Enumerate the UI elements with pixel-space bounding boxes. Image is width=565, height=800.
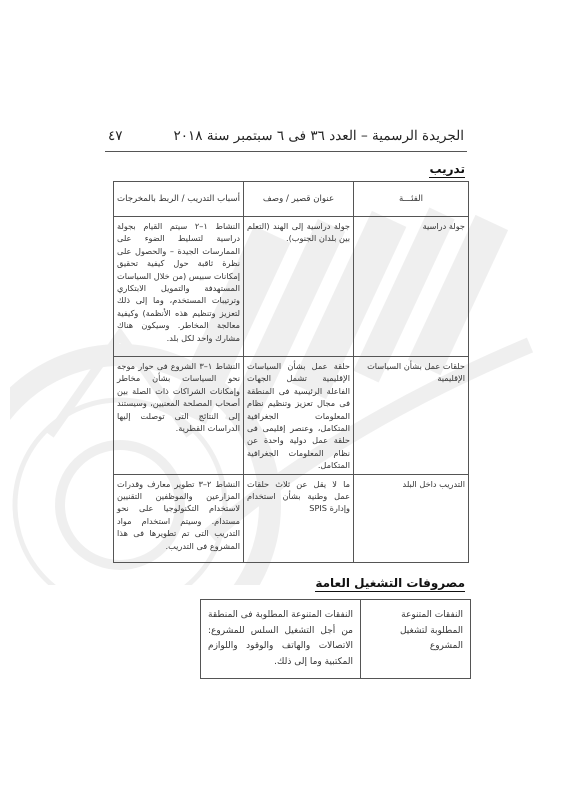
table-header-row	[114, 182, 469, 217]
table-row	[114, 357, 469, 475]
operating-expenses-table	[200, 599, 471, 679]
training-section-title: تدريب	[429, 162, 465, 176]
table-row	[201, 600, 471, 679]
row-category: جولة دراسية	[354, 217, 469, 357]
table-row	[114, 474, 469, 562]
header-rule	[105, 151, 467, 152]
row-reason: النشاط ١–٣ الشروع فى حوار موجه نحو السياسات بشأن مخاطر وإمكانات الشراكات ذات الصلة بين أصحاب المصلحة المعنيين، وسيستند إلى النتائج التى توصلت إليها الدراسات القطرية.	[114, 357, 244, 475]
row-title: جولة دراسية إلى الهند (التعلم بين بلدان الجنوب).	[244, 217, 354, 357]
table-row	[114, 217, 469, 357]
column-header-reason: أسباب التدريب / الربط بالمخرجات	[114, 182, 244, 217]
row-title: ما لا يقل عن ثلاث حلقات عمل وطنية بشأن استخدام وإدارة SPIS	[244, 474, 354, 562]
row-category: التدريب داخل البلد	[354, 474, 469, 562]
operating-section-title: مصروفات التشغيل العامة	[315, 576, 465, 590]
operating-description: النفقات المتنوعة المطلوبة فى المنطقة من أجل التشغيل السلس للمشروع: الاتصالات والهاتف والوقود واللوازم المكتبية وما إلى ذلك.	[201, 600, 361, 679]
page-number: ٤٧	[108, 128, 123, 144]
header-title: الجريدة الرسمية – العدد ٣٦ فى ٦ سبتمبر سنة ٢٠١٨	[173, 128, 464, 144]
page-header	[108, 128, 464, 144]
column-header-category: الفئـــة	[354, 182, 469, 217]
row-reason: النشاط ٢–٣ تطوير معارف وقدرات المزارعين والموظفين التقنيين لاستخدام التكنولوجيا على نحو مستدام. وسيتم استخدام مواد التدريب التى تم تطويرها فى هذا المشروع فى التدريب.	[114, 474, 244, 562]
row-category: حلقات عمل بشأن السياسات الإقليمية	[354, 357, 469, 475]
row-title: حلقة عمل بشأن السياسات الإقليمية تشمل الجهات الفاعلة الرئيسية فى المنطقة فى مجال تعزيز وتنظيم نظام المعلومات الجغرافية المتكامل، وعنصر إقليمى فى حلقة عمل دولية واحدة عن نظام المعلومات الجغرافية المتكامل.	[244, 357, 354, 475]
row-reason: النشاط ١–٢ سيتم القيام بجولة دراسية لتسليط الضوء على الممارسات الجيدة – والحصول على نظرة ثاقبة حول كيفية تحقيق إمكانات سبيس (من خلال السياسات المستهدفة والتمويل الابتكاري وترتيبات المستخدم، وما إلى ذلك لتعزيز وتنظيم هذه الأنظمة) وكيفية معالجة المخاطر. وسيكون هناك مشارك واحد لكل بلد.	[114, 217, 244, 357]
training-table	[113, 181, 469, 563]
column-header-title: عنوان قصير / وصف	[244, 182, 354, 217]
operating-label: النفقات المتنوعة المطلوبة لتشغيل المشروع	[361, 600, 471, 679]
